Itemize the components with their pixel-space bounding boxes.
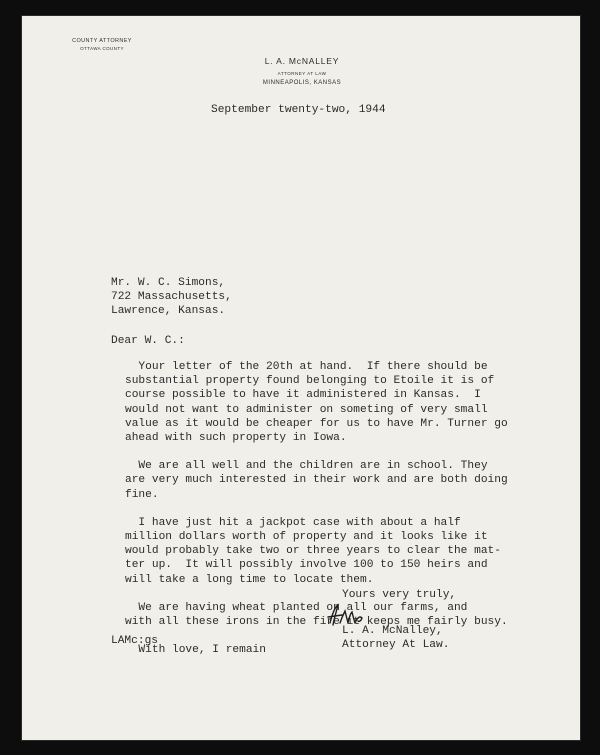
- body-line: with all these irons in the fire it keeps me fairly busy.: [125, 616, 508, 629]
- body-line: would not want to administer on someting of very small: [125, 403, 488, 416]
- body-line: ahead with such property in Iowa.: [125, 432, 347, 445]
- paragraph-5: With love, I remain: [125, 644, 266, 657]
- recipient-line: 722 Massachusetts,: [111, 291, 232, 304]
- body-line: ter up. It will possibly involve 100 to 150 heirs and: [125, 559, 488, 572]
- body-line: value as it would be cheaper for us to have Mr. Turner go: [125, 417, 508, 430]
- office-title: COUNTY ATTORNEY: [72, 38, 132, 44]
- letter-page: [22, 16, 580, 740]
- body-line: million dollars worth of property and it looks like it: [125, 531, 488, 544]
- letterhead-office: [62, 38, 142, 51]
- body-line: I have just hit a jackpot case with about a half: [125, 516, 461, 529]
- paragraph-3: [125, 516, 508, 587]
- letter-date: September twenty-two, 1944: [211, 104, 386, 116]
- body-line: We are all well and the children are in school. They: [125, 460, 488, 473]
- complimentary-close: Yours very truly,: [342, 589, 457, 601]
- letterhead: [222, 56, 382, 86]
- letterhead-name: L. A. McNALLEY: [264, 56, 340, 66]
- office-county: OTTAWA COUNTY: [80, 46, 124, 51]
- salutation: Dear W. C.:: [111, 335, 185, 347]
- signature-block: [342, 624, 449, 652]
- body-line: fine.: [125, 488, 159, 501]
- letterhead-place: MINNEAPOLIS, KANSAS: [262, 80, 342, 86]
- body-line: are very much interested in their work and are both doing: [125, 474, 508, 487]
- signer-title: Attorney At Law.: [342, 639, 450, 652]
- body-line: would probably take two or three years to clear the mat-: [125, 545, 501, 558]
- body-line: We are having wheat planted on all our farms, and: [125, 601, 468, 614]
- letterhead-title: ATTORNEY AT LAW: [277, 71, 327, 76]
- recipient-line: Mr. W. C. Simons,: [111, 277, 226, 289]
- paragraph-1: [125, 360, 508, 445]
- body-line: will take a long time to locate them.: [125, 573, 374, 586]
- body-line: course possible to have it administered in Kansas. I: [125, 389, 481, 402]
- paragraph-4: [125, 601, 508, 629]
- body-line: Your letter of the 20th at hand. If there should be: [125, 361, 488, 373]
- recipient-line: Lawrence, Kansas.: [111, 305, 226, 318]
- body-line: substantial property found belonging to Etoile it is of: [125, 375, 495, 388]
- paragraph-2: [125, 459, 508, 502]
- letter-body: [125, 360, 508, 657]
- reference-initials: LAMc:gs: [111, 635, 158, 647]
- recipient-address: [111, 276, 232, 319]
- signer-name: L. A. McNalley,: [342, 625, 443, 637]
